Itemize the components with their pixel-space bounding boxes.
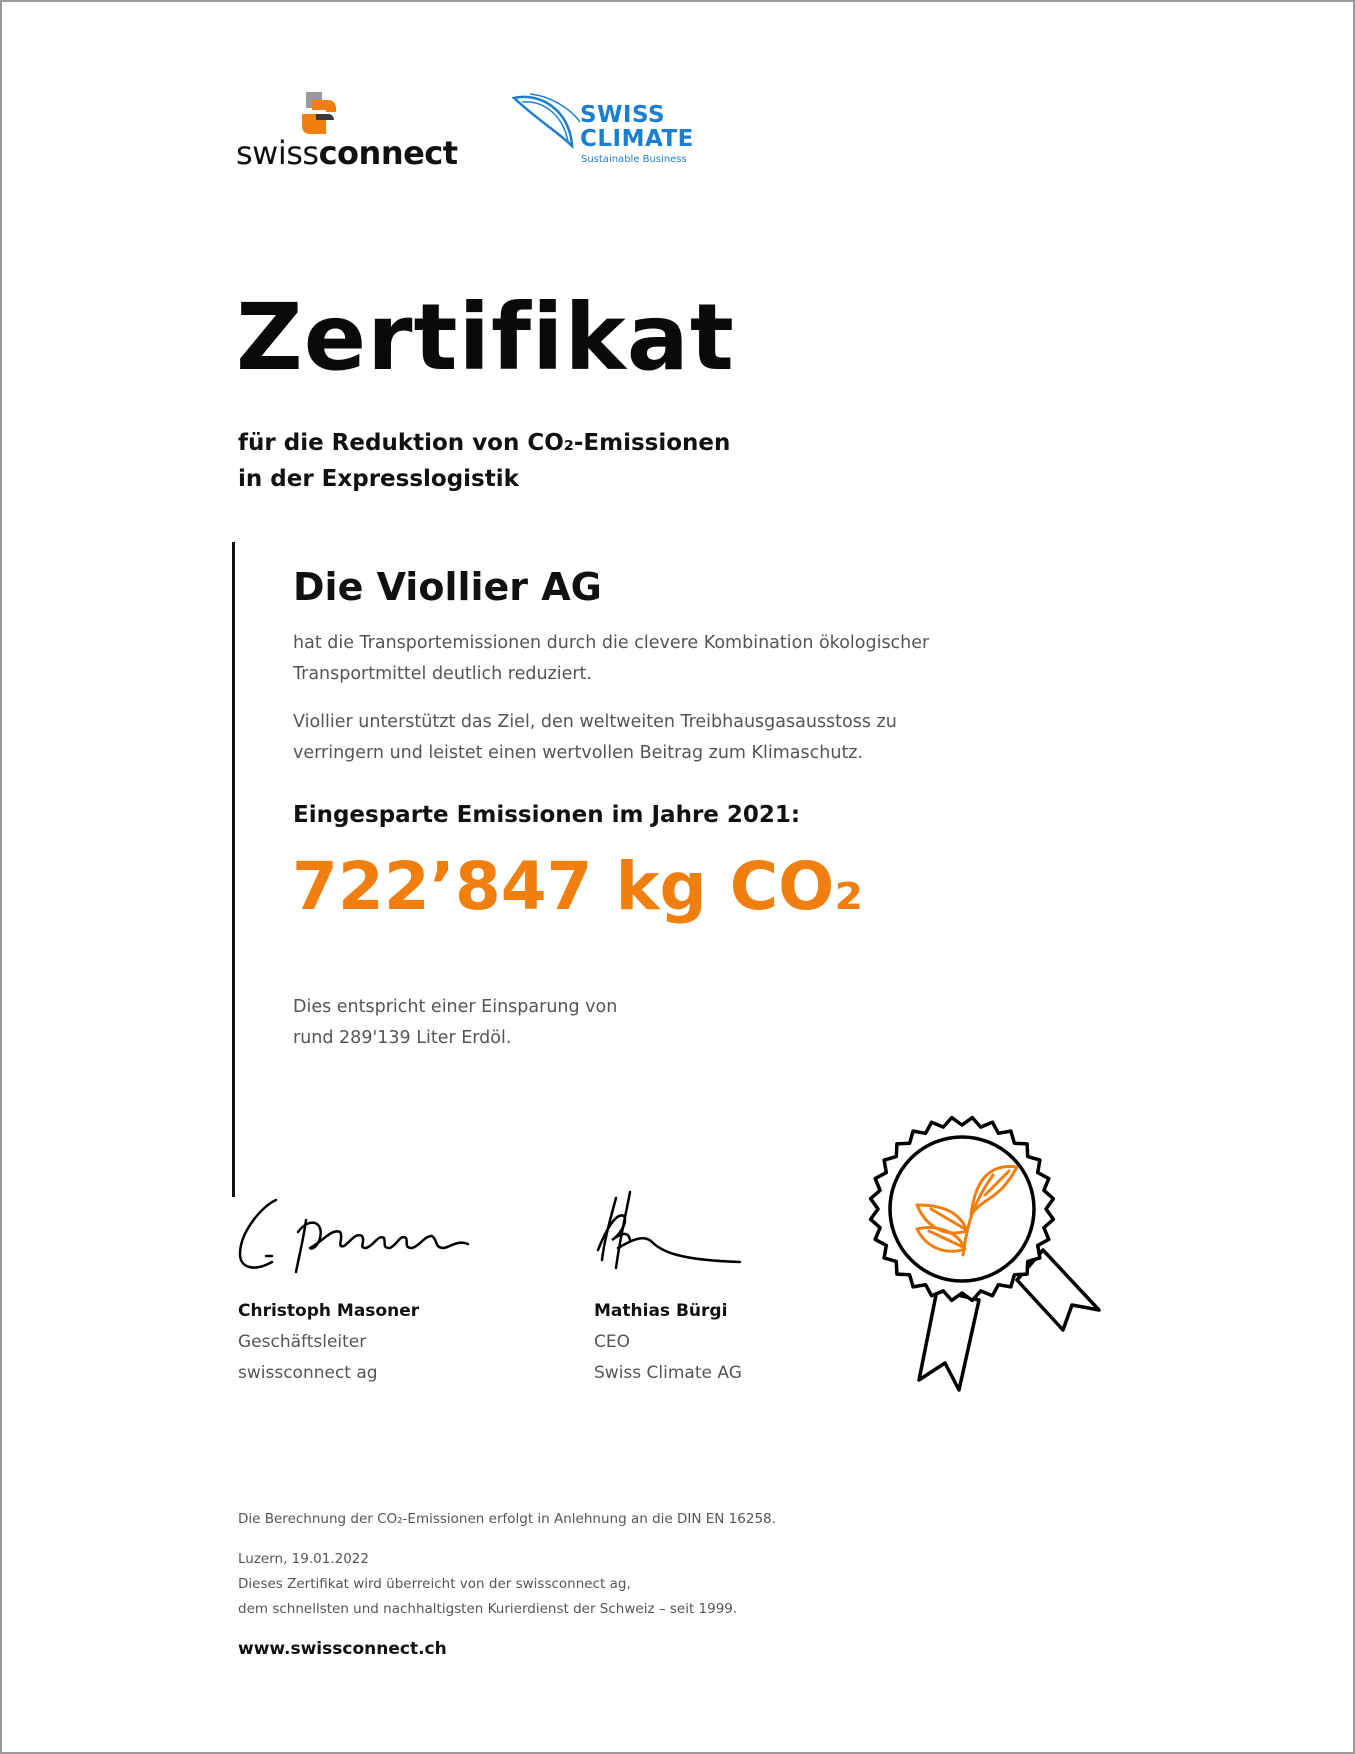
issuance-note: Luzern, 19.01.2022 Dieses Zertifikat wird überreicht von der swissconnect ag, dem schnellsten und nachhaltigsten Kurierdienst der Schweiz – seit 1999.: [238, 1547, 737, 1622]
swissconnect-s-icon: [298, 90, 340, 136]
paragraph-equivalent: Dies entspricht einer Einsparung von rund 289'139 Liter Erdöl.: [293, 997, 618, 1048]
vertical-divider: [232, 542, 235, 1197]
signer-role: Geschäftsleiter: [238, 1332, 367, 1352]
leaf-swoosh-icon: [510, 92, 590, 152]
swissclimate-logo: [510, 92, 700, 172]
paragraph-goal: Viollier unterstützt das Ziel, den weltweiten Treibhausgasausstoss zu verringern und leistet einen wertvollen Beitrag zum Klimaschutz.: [293, 712, 897, 763]
signature-buergi: [590, 1190, 750, 1280]
swissconnect-wordmark: swissconnect: [236, 134, 458, 172]
award-rosette-leaf-icon: [867, 1105, 1137, 1395]
swissclimate-word2: CLIMATE: [580, 126, 694, 152]
swissclimate-tagline: Sustainable Business: [581, 154, 687, 165]
swissconnect-logo: [236, 90, 466, 174]
signer-org: Swiss Climate AG: [594, 1363, 742, 1383]
signer-role: CEO: [594, 1332, 630, 1352]
website-link[interactable]: www.swissconnect.ch: [238, 1639, 447, 1659]
calculation-note: Die Berechnung der CO₂-Emissionen erfolgt in Anlehnung an die DIN EN 16258.: [238, 1511, 776, 1527]
emissions-label: Eingesparte Emissionen im Jahre 2021:: [293, 802, 801, 828]
signer-org: swissconnect ag: [238, 1363, 378, 1383]
signer-name: Mathias Bürgi: [594, 1301, 728, 1321]
swissclimate-word1: SWISS: [580, 102, 666, 128]
subtitle-line-2: in der Expresslogistik: [238, 466, 519, 492]
signature-masoner: [232, 1192, 482, 1282]
certificate-subtitle: [238, 425, 730, 497]
subtitle-line-1: für die Reduktion von CO₂-Emissionen: [238, 430, 731, 456]
certificate-title: Zertifikat: [236, 284, 735, 391]
signer-name: Christoph Masoner: [238, 1301, 420, 1321]
signer-masoner: [238, 1296, 419, 1389]
signer-buergi: [594, 1296, 742, 1389]
emissions-value: 722’847 kg CO₂: [292, 848, 864, 925]
recipient-company: Die Viollier AG: [293, 565, 602, 609]
paragraph-reduction: hat die Transportemissionen durch die clevere Kombination ökologischer Transportmittel deutlich reduziert.: [293, 633, 930, 684]
place-date: Luzern, 19.01.2022: [238, 1551, 369, 1567]
